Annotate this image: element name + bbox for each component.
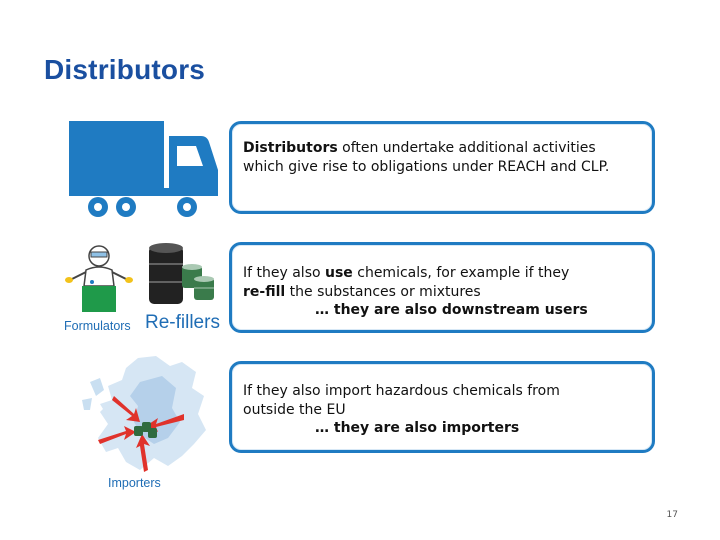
box2-text-part3: the substances or mixtures <box>285 283 481 300</box>
refill-term: re-fill <box>243 283 286 300</box>
box3-text-line2: outside the EU <box>243 401 346 418</box>
page-number: 17 <box>666 510 678 520</box>
box1-text-line2: which give rise to obligations under REACH and CLP. <box>243 158 610 175</box>
importers-conclusion: … they are also importers <box>315 420 520 436</box>
box3-text-line1: If they also import hazardous chemicals from <box>243 383 560 399</box>
box1-text-line1: often undertake additional activities <box>337 140 596 156</box>
europe-map-icon <box>78 352 214 484</box>
box2-text-part1: If they also <box>243 265 325 281</box>
use-term: use <box>325 265 353 281</box>
formulator-icon <box>64 240 134 320</box>
downstream-users-conclusion: … they are also downstream users <box>315 302 588 318</box>
importers-box <box>229 361 655 453</box>
distributors-activities-box <box>229 121 655 214</box>
refillers-label: Re-fillers <box>145 312 220 333</box>
slide-title: Distributors <box>44 54 206 85</box>
importers-label: Importers <box>108 476 161 490</box>
distributors-term: Distributors <box>243 140 338 156</box>
truck-icon <box>66 118 224 222</box>
formulators-label: Formulators <box>64 319 131 333</box>
downstream-users-box <box>229 242 655 333</box>
box2-text-part2: chemicals, for example if they <box>352 265 570 281</box>
barrels-icon <box>146 242 218 308</box>
